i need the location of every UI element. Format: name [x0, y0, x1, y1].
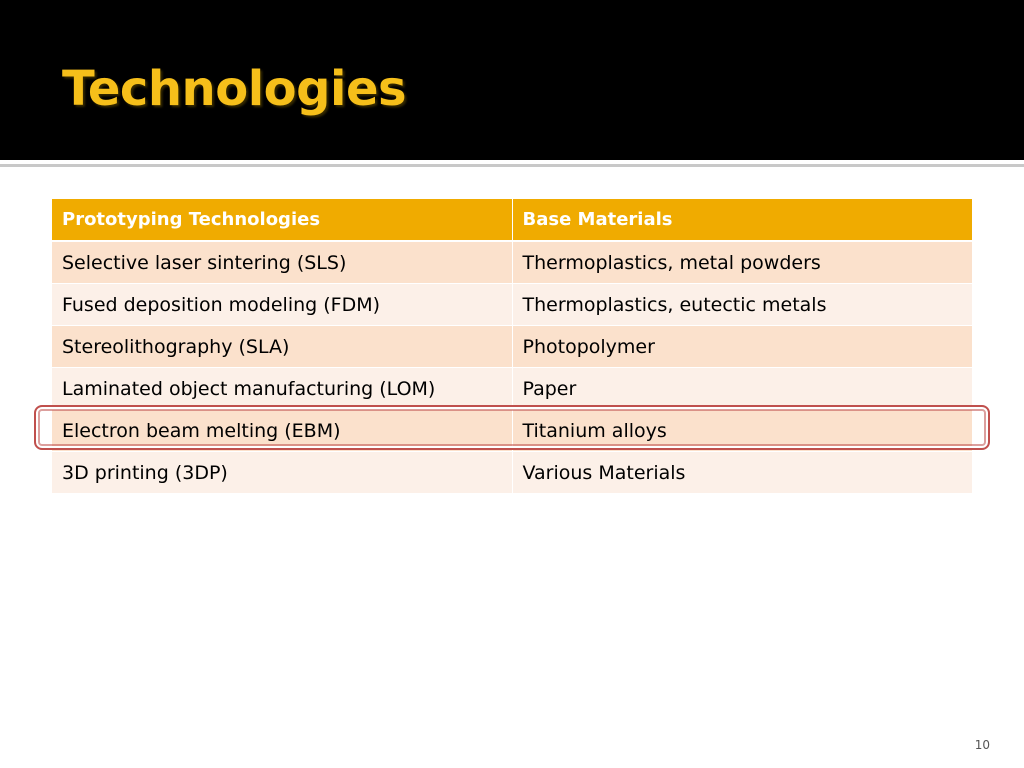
material-cell: Thermoplastics, metal powders: [512, 241, 972, 284]
table-header: [52, 199, 972, 241]
technology-cell: Selective laser sintering (SLS): [52, 241, 512, 284]
table-row: [52, 241, 972, 284]
page-number: 10: [974, 738, 990, 752]
material-cell: Various Materials: [512, 452, 972, 494]
technology-cell: Fused deposition modeling (FDM): [52, 284, 512, 326]
table-row-highlighted: [52, 410, 972, 452]
table-row: [52, 284, 972, 326]
header-prototyping-technologies: Prototyping Technologies: [52, 199, 512, 241]
title-bar: [0, 0, 1024, 160]
table-row: [52, 452, 972, 494]
header-row: [52, 199, 972, 241]
table-row: [52, 326, 972, 368]
slide-title: Technologies: [62, 61, 407, 117]
material-cell: Photopolymer: [512, 326, 972, 368]
table-row: [52, 368, 972, 410]
material-cell: Thermoplastics, eutectic metals: [512, 284, 972, 326]
table-body: [52, 241, 972, 494]
technology-cell: Laminated object manufacturing (LOM): [52, 368, 512, 410]
header-base-materials: Base Materials: [512, 199, 972, 241]
material-cell: Titanium alloys: [512, 410, 972, 452]
material-cell: Paper: [512, 368, 972, 410]
technology-cell: Electron beam melting (EBM): [52, 410, 512, 452]
title-divider: [0, 164, 1024, 167]
technologies-table: [52, 199, 972, 494]
technology-cell: 3D printing (3DP): [52, 452, 512, 494]
technology-cell: Stereolithography (SLA): [52, 326, 512, 368]
